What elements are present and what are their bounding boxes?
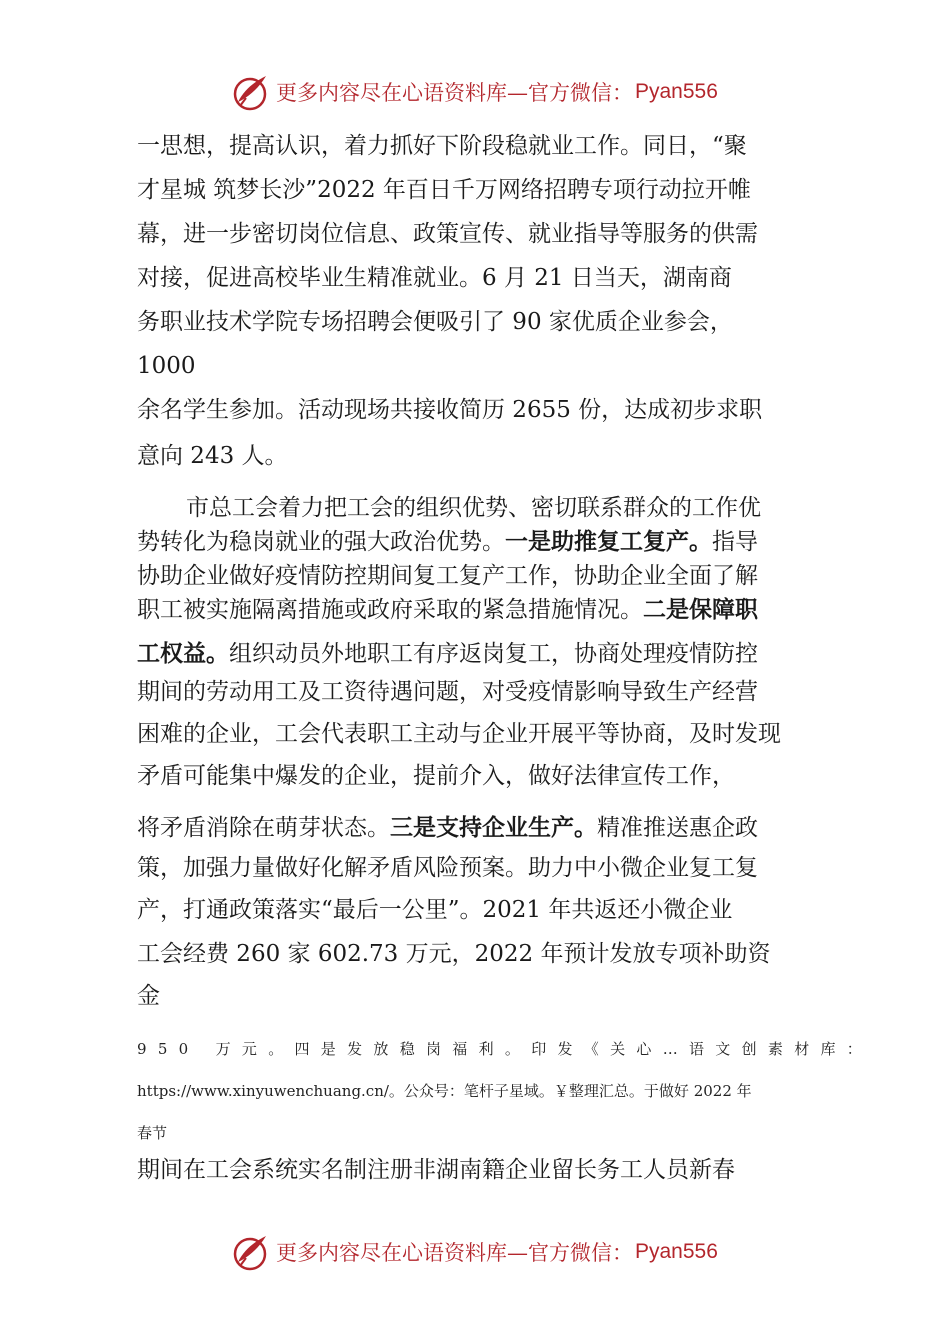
header-banner-text: 更多内容尽在心语资料库—官方微信：	[276, 81, 633, 105]
body-line: 困难的企业，工会代表职工主动与企业开展平等协商，及时发现	[137, 721, 781, 747]
body-line: 金	[137, 983, 160, 1009]
footer-banner-text: 更多内容尽在心语资料库—官方微信：	[276, 1241, 633, 1265]
header-banner	[230, 72, 718, 112]
bold-heading: 工权益。	[137, 641, 229, 667]
body-line: 务职业技术学院专场招聘会便吸引了 90 家优质企业参会，	[137, 309, 733, 335]
quill-logo-icon	[230, 72, 270, 112]
body-line: 幕，进一步密切岗位信息、政策宣传、就业指导等服务的供需	[137, 221, 758, 247]
body-text: 职工被实施隔离措施或政府采取的紧急措施情况。	[137, 597, 643, 623]
body-line: 余名学生参加。活动现场共接收简历 2655 份，达成初步求职	[137, 397, 763, 423]
body-text: 势转化为稳岗就业的强大政治优势。	[137, 529, 505, 555]
body-line: 才星城 筑梦长沙”2022 年百日千万网络招聘专项行动拉开帷	[137, 177, 751, 203]
body-text: 指导	[712, 529, 758, 555]
body-text: 组织动员外地职工有序返岗复工，协商处理疫情防控	[229, 641, 758, 667]
footer-banner	[230, 1232, 718, 1272]
body-line: 期间在工会系统实名制注册非湖南籍企业留长务工人员新春	[137, 1157, 735, 1183]
header-wechat-id: Pyan556	[635, 80, 718, 103]
bold-heading: 三是支持企业生产。	[390, 815, 597, 841]
bold-heading: 二是保障职	[643, 597, 758, 623]
body-line: 工会经费 260 家 602.73 万元，2022 年预计发放专项补助资	[137, 941, 771, 967]
body-line: 市总工会着力把工会的组织优势、密切联系群众的工作优	[186, 495, 761, 521]
quill-logo-icon	[230, 1232, 270, 1272]
footer-wechat-id: Pyan556	[635, 1240, 718, 1263]
small-line: https://www.xinyuwenchuang.cn/。公众号：笔杆子星域。￥整理汇总。于做好 2022 年	[137, 1082, 752, 1100]
body-line	[137, 527, 758, 557]
body-line: 意向 243 人。	[137, 443, 288, 469]
small-line: 950 万元。四是发放稳岗福利。印发《关心…语文创素材库：	[137, 1040, 874, 1058]
body-text: 精准推送惠企政	[597, 815, 758, 841]
body-text: 将矛盾消除在萌芽状态。	[137, 815, 390, 841]
body-line	[137, 595, 758, 625]
body-line: 期间的劳动用工及工资待遇问题，对受疫情影响导致生产经营	[137, 679, 758, 705]
body-line	[137, 813, 758, 843]
bold-heading: 一是助推复工复产。	[505, 529, 712, 555]
body-line: 矛盾可能集中爆发的企业，提前介入，做好法律宣传工作，	[137, 763, 735, 789]
body-line: 对接，促进高校毕业生精准就业。6 月 21 日当天，湖南商	[137, 265, 732, 291]
body-line: 协助企业做好疫情防控期间复工复产工作，协助企业全面了解	[137, 563, 758, 589]
body-line	[137, 639, 758, 669]
body-line: 一思想，提高认识，着力抓好下阶段稳就业工作。同日，“聚	[137, 133, 747, 159]
body-line: 1000	[137, 353, 196, 379]
body-line: 产，打通政策落实“最后一公里”。2021 年共返还小微企业	[137, 897, 733, 923]
small-line: 春节	[137, 1124, 168, 1142]
body-line: 策，加强力量做好化解矛盾风险预案。助力中小微企业复工复	[137, 855, 758, 881]
